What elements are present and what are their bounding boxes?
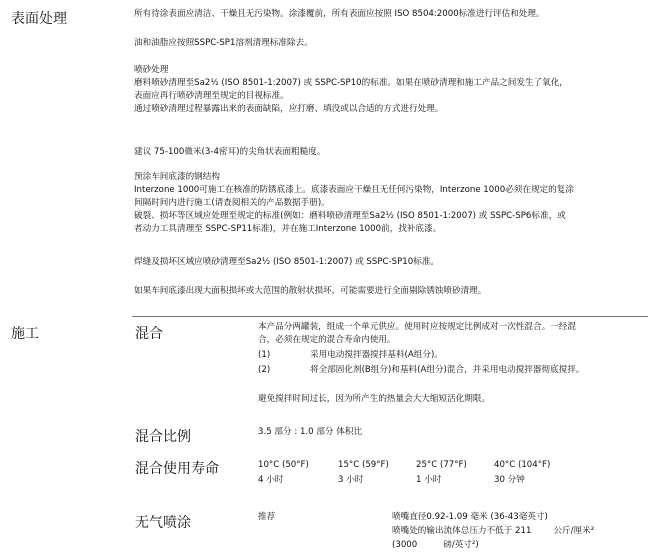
mixing-note: 避免搅拌时间过长，因为所产生的热量会大大缩短活化期限。	[258, 394, 491, 404]
mixing-step-1	[258, 348, 443, 363]
airless-pressure-psi-line	[392, 538, 479, 553]
ratio-title: 混合比例	[135, 429, 191, 445]
airless-psi-value: (3000	[392, 540, 418, 550]
surface-paragraph-2: 油和油脂应按照SSPC-SP1溶剂清理标准除去。	[134, 38, 313, 48]
section-divider	[132, 316, 648, 317]
pot-life-time-25c: 1 小时	[416, 475, 442, 485]
airless-pressure-unit: 公斤/厘米²	[553, 526, 595, 536]
airless-pressure-line	[392, 524, 594, 539]
large-damage-text: 如果车间底漆出现大面积损坏或大范围的散射状损坏，可能需要进行全面剔除锈蚀喷砂清理。	[134, 286, 487, 296]
pot-life-time-40c: 30 分钟	[494, 475, 525, 485]
pot-life-time-10c: 4 小时	[258, 475, 284, 485]
mixing-line-1: 本产品分两罐装，组成一个单元供应。使用时应按规定比例成对一次性混合。一经混	[258, 322, 576, 332]
airless-recommended-label: 推荐	[258, 512, 276, 522]
pot-life-temp-40c: 40°C (104°F)	[494, 460, 551, 470]
pot-life-temp-15c: 15°C (59°F)	[338, 460, 389, 470]
blast-line-1: 磨料喷砂清理至Sa2½ (ISO 8501-1:2007) 或 SSPC-SP10的标准。如果在喷砂清理和施工产品之间发生了氧化，	[134, 78, 568, 88]
surface-profile-text: 建议 75-100微米(3-4密耳)的尖角状表面粗糙度。	[134, 147, 326, 157]
shop-primer-line-2: 间隔时间内进行施工(请查阅相关的产品数据手册)。	[134, 198, 330, 208]
shop-primer-line-3: 破裂、损坏等区域应处理至规定的标准(例如：磨料喷砂清理至Sa2½ (ISO 8501-1:2007) 或 SSPC-SP6标准，或	[134, 211, 566, 221]
airless-psi-unit: 磅/英寸²)	[443, 540, 479, 550]
ratio-value: 3.5 部分 : 1.0 部分 体积比	[258, 427, 363, 437]
weld-text: 焊缝及损坏区域应喷砂清理至Sa2½ (ISO 8501-1:2007) 或 SSPC-SP10标准。	[134, 257, 439, 267]
mixing-step-2-text: 将全部固化剂(B组分)和基料(A组分)混合，并采用电动搅拌器彻底搅拌。	[310, 365, 585, 375]
shop-primer-line-1: Interzone 1000可施工在核准的防锈底漆上。底漆表面应干燥且无任何污染物，Interzone 1000必须在规定的复涂	[134, 185, 574, 195]
blast-line-2: 表面应再行喷砂清理至规定的目视标准。	[134, 91, 289, 101]
section-title-surface: 表面处理	[11, 11, 67, 27]
airless-tip-size: 喷嘴直径0.92-1.09 毫米 (36-43毫英寸)	[392, 512, 548, 522]
blast-line-3: 通过喷砂清理过程暴露出来的表面缺陷，应打磨、填没或以合适的方式进行处理。	[134, 104, 444, 114]
mixing-step-2	[258, 363, 584, 378]
pot-life-title: 混合使用寿命	[135, 461, 219, 477]
surface-paragraph-1: 所有待涂表面应清洁、干燥且无污染物。涂漆覆前，所有表面应按照 ISO 8504:2000标准进行评估和处理。	[134, 9, 545, 19]
pot-life-time-15c: 3 小时	[338, 475, 364, 485]
pot-life-temp-10c: 10°C (50°F)	[258, 460, 309, 470]
airless-spray-title: 无气喷涂	[135, 515, 191, 531]
shop-primer-heading: 预涂车间底漆的钢结构	[134, 172, 220, 182]
shop-primer-line-4: 者动力工具清理至 SSPC-SP11标准)，并在施工Interzone 1000前，找补底漆。	[134, 224, 442, 234]
blast-heading: 喷砂处理	[134, 65, 169, 75]
mixing-step-1-text: 采用电动搅拌器搅拌基料(A组分)。	[310, 350, 443, 360]
pot-life-temp-25c: 25°C (77°F)	[416, 460, 467, 470]
airless-pressure-value: 喷嘴处的输出流体总压力不低于 211	[392, 526, 532, 536]
mixing-step-2-number: (2)	[258, 365, 271, 375]
mixing-step-1-number: (1)	[258, 350, 271, 360]
mixing-line-2: 合，必须在规定的混合寿命内使用。	[258, 335, 396, 345]
mixing-title: 混合	[135, 326, 163, 342]
section-title-application: 施工	[11, 326, 39, 342]
